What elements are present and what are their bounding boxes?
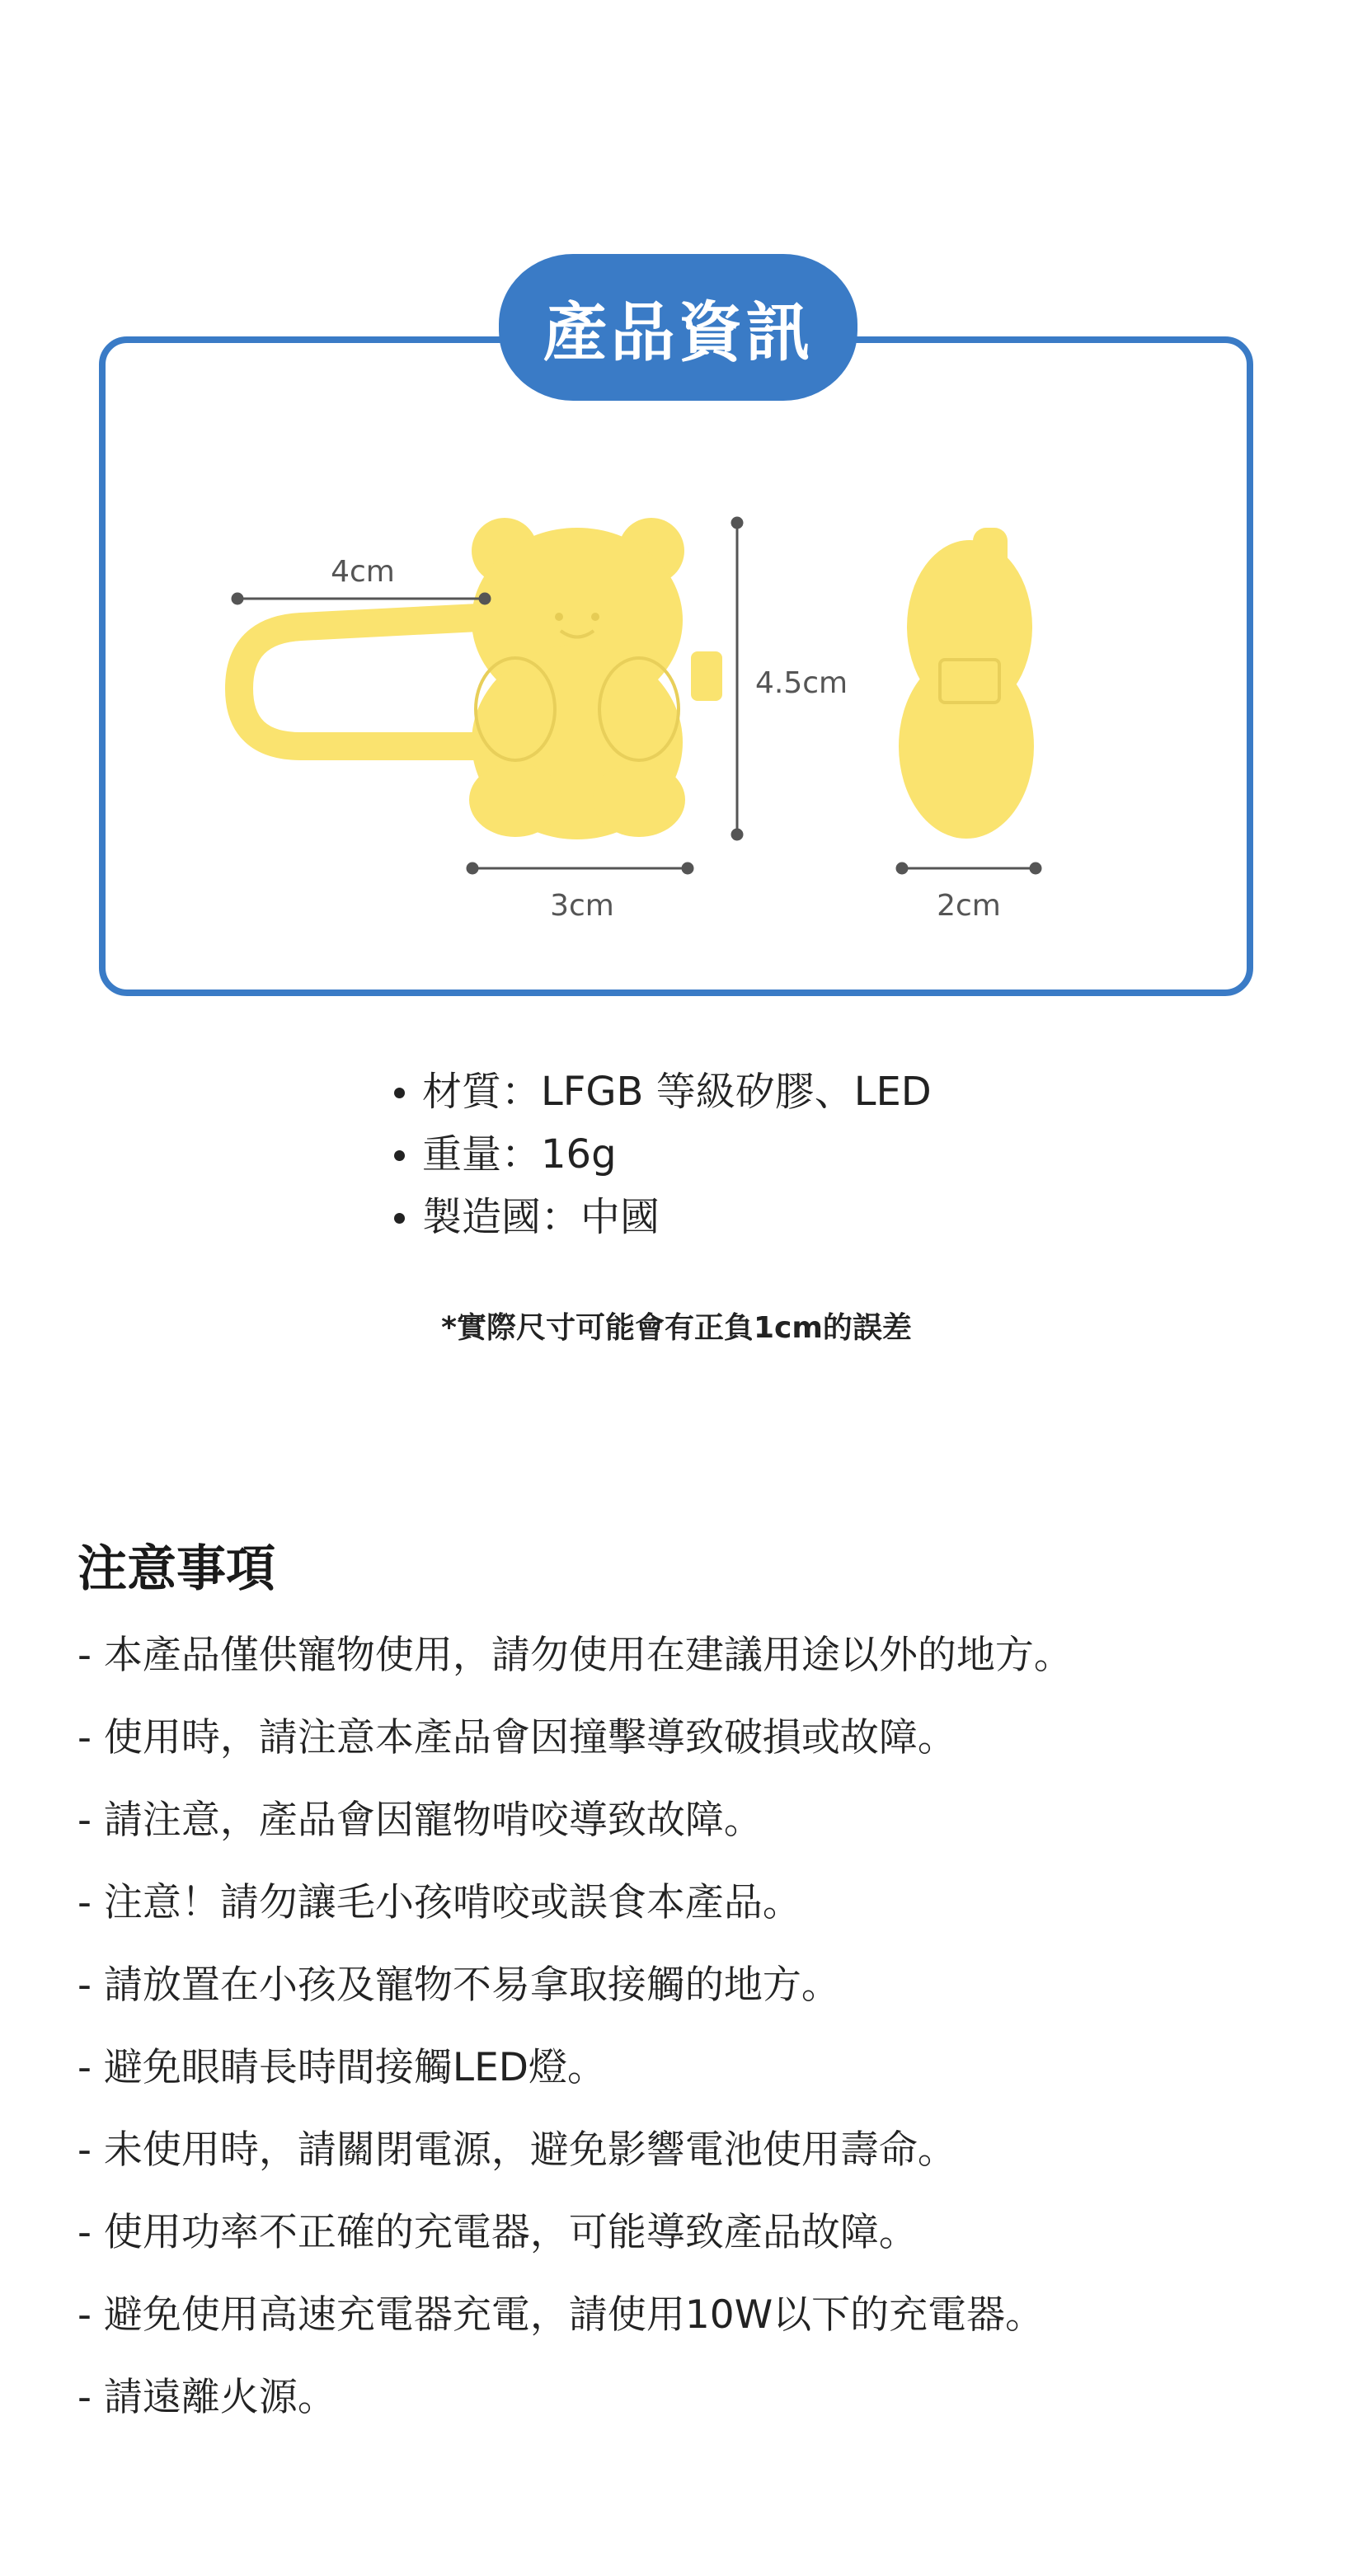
caution-item: - 避免使用高速充電器充電，請使用10W以下的充電器。: [78, 2292, 1045, 2338]
caution-list: [78, 1615, 1073, 2439]
dimension-height: [732, 518, 742, 839]
bear-side: [899, 528, 1034, 839]
dimension-hook: [233, 594, 490, 604]
caution-item: - 使用時，請注意本產品會因撞擊導致破損或故障。: [78, 1715, 956, 1760]
caution-item: - 本產品僅供寵物使用，請勿使用在建議用途以外的地方。: [78, 1633, 1073, 1678]
hook-loop: [239, 617, 495, 746]
dimension-front-width: [467, 863, 693, 873]
product-dimension-figure: [0, 0, 1353, 1006]
caution-item: - 注意！請勿讓毛小孩啃咬或誤食本產品。: [78, 1880, 801, 1925]
spec-origin: 製造國：中國: [388, 1186, 932, 1248]
spec-list: [388, 1060, 932, 1248]
dimension-label-front-width: 3cm: [550, 889, 614, 923]
dimension-label-side-depth: 2cm: [937, 889, 1001, 923]
caution-item: - 請遠離火源。: [78, 2375, 336, 2420]
caution-item: - 請注意，產品會因寵物啃咬導致故障。: [78, 1798, 763, 1843]
caution-item: - 未使用時，請關閉電源，避免影響電池使用壽命。: [78, 2127, 956, 2173]
info-title: 產品資訊: [543, 296, 814, 370]
size-tolerance-note: *實際尺寸可能會有正負1cm的誤差: [441, 1311, 912, 1345]
spec-weight: 重量：16g: [388, 1123, 932, 1186]
caution-item: - 使用功率不正確的充電器，可能導致產品故障。: [78, 2210, 918, 2255]
bear-front: [469, 518, 722, 839]
caution-item: - 請放置在小孩及寵物不易拿取接觸的地方。: [78, 1963, 840, 2008]
caution-item: - 避免眼睛長時間接觸LED燈。: [78, 2045, 606, 2090]
dimension-label-hook: 4cm: [331, 555, 395, 589]
caution-title: 注意事項: [78, 1540, 275, 1598]
spec-material: 材質：LFGB 等級矽膠、LED: [388, 1060, 932, 1123]
dimension-side-depth: [897, 863, 1041, 873]
dimension-label-height: 4.5cm: [755, 666, 848, 700]
info-title-badge: [499, 254, 857, 401]
